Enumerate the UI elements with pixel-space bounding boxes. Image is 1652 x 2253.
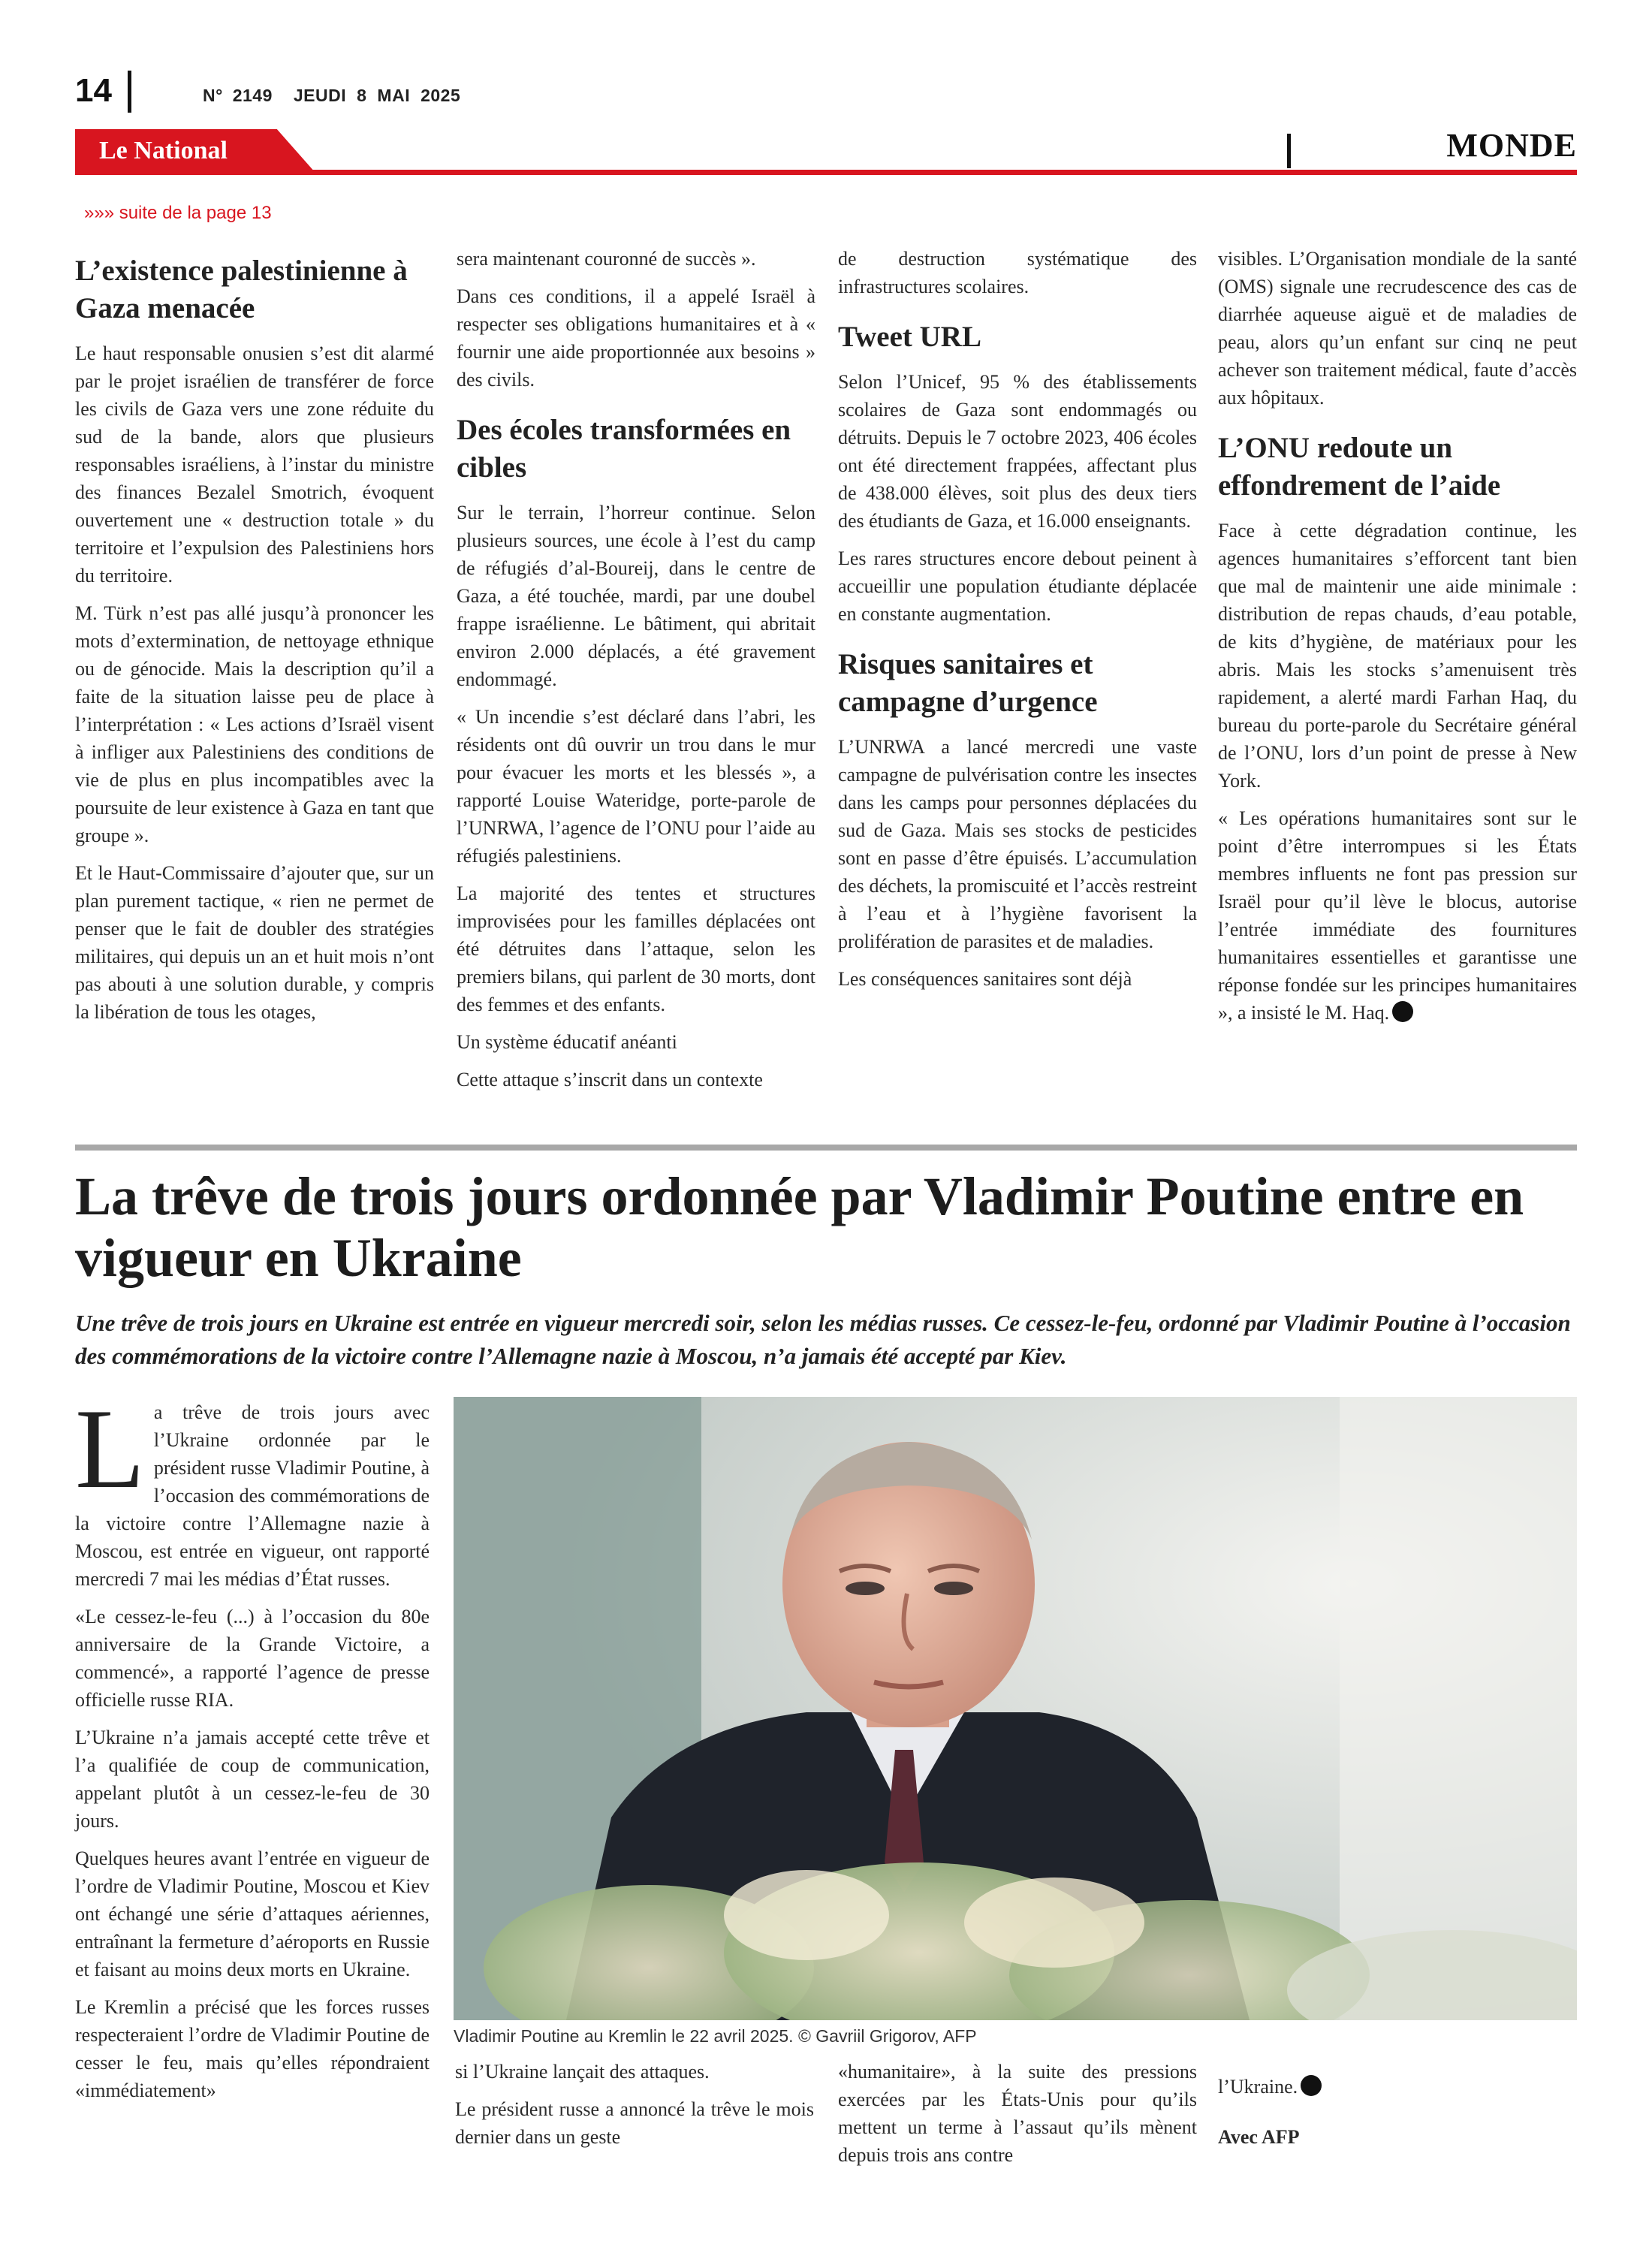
story2-lede: Une trêve de trois jours en Ukraine est entrée en vigueur mercredi soir, selon les médias russes. Ce cessez-le-feu, ordonné par Vladimir Poutine à l’occasion des commémorations de la victoire contre l’Allemagne nazie à Moscou, n’a jamais été accepté par Kiev.: [75, 1310, 1571, 1369]
section-divider: [1287, 134, 1291, 168]
story1-paragraph: « Un incendie s’est déclaré dans l’abri, les résidents ont dû ouvrir un trou dans le mur pour évacuer les morts et les blessés », a rapporté Louise Wateridge, porte-parole de l’UNRWA, l’agence de l’ONU pour l’aide au réfugiés palestiniens.: [457, 706, 815, 867]
story1-heading-tweet: Tweet URL: [838, 321, 981, 353]
story1-paragraph: Face à cette dégradation continue, les agences humanitaires s’efforcent tant bien que mal de maintenir une aide minimale : distribution de repas chauds, d’eau potable, de kits d’hygiène, de matériaux pour les abris. Mais les stocks s’amenuisent très rapidement, a alerté mardi Farhan Haq, du bureau du porte-parole du Secrétaire général de l’ONU, lors d’un point de presse à New York.: [1218, 520, 1577, 792]
story2-paragraph: L’Ukraine n’a jamais accepté cette trêve et l’a qualifiée de coup de communication, appelant plutôt à un cessez-le-feu de 30 jours.: [75, 1727, 430, 1832]
story1-column-3: [838, 245, 1197, 1003]
page-number: 14: [75, 72, 112, 109]
photo-caption: Vladimir Poutine au Kremlin le 22 avril 2025. © Gavriil Grigorov, AFP: [454, 2026, 977, 2046]
story1-paragraph-last: [1218, 804, 1577, 1027]
end-of-article-icon: [1301, 2075, 1322, 2096]
story1-paragraph: Un système éducatif anéanti: [457, 1031, 677, 1053]
story2-paragraph: Le Kremlin a précisé que les forces russes respecteraient l’ordre de Vladimir Poutine de cesser le feu, mais qu’elles répondraient «immédiatement»: [75, 1996, 430, 2101]
issue-year: 2025: [421, 86, 461, 105]
story2-first-paragraph: [75, 1386, 430, 1593]
header-rule: [75, 170, 1577, 175]
story2-final-paragraph: [1218, 2073, 1577, 2101]
drop-cap: L: [75, 1386, 145, 1512]
story1-paragraph: Sur le terrain, l’horreur continue. Selon plusieurs sources, une école à l’est du camp de réfugiés d’al-Boureij, dans le centre de Gaza, a été touchée, mardi, par une doubel frappe israélienne. Le bâtiment, qui abritait environ 2.000 déplacés, a été gravement endommagé.: [457, 502, 815, 690]
story2-credit: Avec AFP: [1218, 2126, 1300, 2148]
story1-paragraph: de destruction systématique des infrastructures scolaires.: [838, 248, 1197, 297]
story2-final-text: l’Ukraine.: [1218, 2076, 1298, 2098]
story1-heading-existence: L’existence palestinienne à Gaza menacée: [75, 255, 408, 324]
story1-paragraph: Selon l’Unicef, 95 % des établissements scolaires de Gaza sont endommagés ou détruits. Depuis le 7 octobre 2023, 406 écoles ont été directement frappées, affectant plus de 438.000 élèves, soit plus des deux tiers des étudiants de Gaza, et 16.000 enseignants.: [838, 371, 1197, 532]
story1-paragraph: M. Türk n’est pas allé jusqu’à prononcer les mots d’extermination, de nettoyage ethnique ou de génocide. Mais la description qu’il a faite de la situation laisse peu de place à l’interprétation : « Les actions d’Israël visent à infliger aux Palestiniens des conditions de vie de plus en plus incompatibles avec la poursuite de leur existence à Gaza en tant que groupe ».: [75, 602, 434, 846]
story2-first-paragraph-text: a trêve de trois jours avec l’Ukraine ordonnée par le président russe Vladimir Poutine, à l’occasion des commémorations de la victoire contre l’Allemagne nazie à Moscou, est entrée en vigueur, ont rapporté mercredi 7 mai les médias d’État russes.: [75, 1401, 430, 1590]
story2-column-4: [1218, 2073, 1577, 2161]
brand-logo-text: Le National: [99, 137, 228, 164]
story2-column-3: [838, 2058, 1197, 2179]
story1-heading-risques: Risques sanitaires et campagne d’urgence: [838, 648, 1098, 718]
story2-paragraph: si l’Ukraine lançait des attaques.: [455, 2061, 710, 2083]
issue-dateline: [203, 86, 481, 106]
story2-column-1: [75, 1386, 430, 2114]
story1-column-4: [1218, 245, 1577, 1036]
page-number-divider: [128, 71, 131, 113]
story1-paragraph: visibles. L’Organisation mondiale de la santé (OMS) signale une recrudescence des cas de diarrhée aqueuse aiguë et de maladies de peau, alors qu’un enfant sur cinq ne peut achever son traitement médical, faute d’accès aux hôpitaux.: [1218, 248, 1577, 409]
article-photo: [454, 1397, 1577, 2020]
story1-paragraph: Dans ces conditions, il a appelé Israël à respecter ses obligations humanitaires et à « fournir une aide proportionnée aux besoins » des civils.: [457, 285, 815, 391]
issue-day: JEUDI: [293, 86, 347, 105]
story1-paragraph: Et le Haut-Commissaire d’ajouter que, sur un plan purement tactique, « rien ne permet de penser que le fait de doubler des stratégies militaires, qui depuis un an et huit mois n’ont pas abouti à une solution durable, y compris la libération de tous les otages,: [75, 862, 434, 1023]
story1-heading-onu: L’ONU redoute un effondrement de l’aide: [1218, 432, 1501, 502]
story1-paragraph: Les rares structures encore debout peinent à accueillir une population étudiante déplacée en constante augmentation.: [838, 547, 1197, 625]
story2-headline: La trêve de trois jours ordonnée par Vladimir Poutine entre en vigueur en Ukraine: [75, 1166, 1524, 1288]
story2-paragraph: «Le cessez-le-feu (...) à l’occasion du 80e anniversaire de la Grande Victoire, a commencé», a rapporté l’agence de presse officielle russe RIA.: [75, 1606, 430, 1711]
story2-paragraph: Quelques heures avant l’entrée en vigueur de l’ordre de Vladimir Poutine, Moscou et Kiev ont échangé une série d’attaques aériennes, entraînant la fermeture d’aéroports en Russie et faisant au moins deux morts en Ukraine.: [75, 1847, 430, 1980]
story1-heading-ecoles: Des écoles transformées en cibles: [457, 414, 791, 484]
issue-month: MAI: [377, 86, 411, 105]
story2-paragraph: Le président russe a annoncé la trêve le mois dernier dans un geste: [455, 2098, 814, 2148]
continued-from-label: »»» suite de la page 13: [84, 203, 272, 223]
end-of-article-icon: [1392, 1001, 1413, 1022]
section-title: MONDE: [1446, 127, 1577, 164]
story-separator: [75, 1145, 1577, 1151]
story1-final-text: « Les opérations humanitaires sont sur le point d’être interrompues si les États membres influents ne font pas pression sur Israël pour qu’il lève le blocus, autorise l’entrée immédiate des fournitures humanitaires essentielles et garantisse une réponse fondée sur les principes humanitaires », a insisté le M. Haq.: [1218, 807, 1577, 1024]
story1-column-2: [457, 245, 815, 1103]
story1-paragraph: sera maintenant couronné de succès ».: [457, 248, 756, 270]
story2-column-2: [455, 2058, 814, 2161]
issue-date-num: 8: [357, 86, 367, 105]
story1-paragraph: Les conséquences sanitaires sont déjà: [838, 968, 1132, 990]
story1-paragraph: Cette attaque s’inscrit dans un contexte: [457, 1069, 763, 1090]
story1-paragraph: La majorité des tentes et structures improvisées pour les familles déplacées ont été détruites dans l’attaque, selon les premiers bilans, qui parlent de 30 morts, dont des femmes et des enfants.: [457, 882, 815, 1015]
story1-paragraph: Le haut responsable onusien s’est dit alarmé par le projet israélien de transférer de force les civils de Gaza vers une zone réduite du sud de la bande, alors que plusieurs responsables israéliens, à l’instar du ministre des finances Bezalel Smotrich, évoquent ouvertement une « destruction totale » du territoire et l’expulsion des Palestiniens hors du territoire.: [75, 342, 434, 587]
story1-paragraph: L’UNRWA a lancé mercredi une vaste campagne de pulvérisation contre les insectes dans les camps pour personnes déplacées du sud de Gaza. Mais ses stocks de pesticides sont en passe d’être épuisés. L’accumulation des déchets, la promiscuité et l’accès restreint à l’eau et à l’hygiène favorisent la prolifération de parasites et de maladies.: [838, 736, 1197, 952]
portrait-illustration: [454, 1397, 1577, 2020]
story2-paragraph: «humanitaire», à la suite des pressions exercées par les États-Unis pour qu’ils mettent un terme à l’assaut qu’ils mènent depuis trois ans contre: [838, 2061, 1197, 2166]
story1-column-1: [75, 248, 434, 1036]
issue-number: N° 2149: [203, 86, 273, 105]
